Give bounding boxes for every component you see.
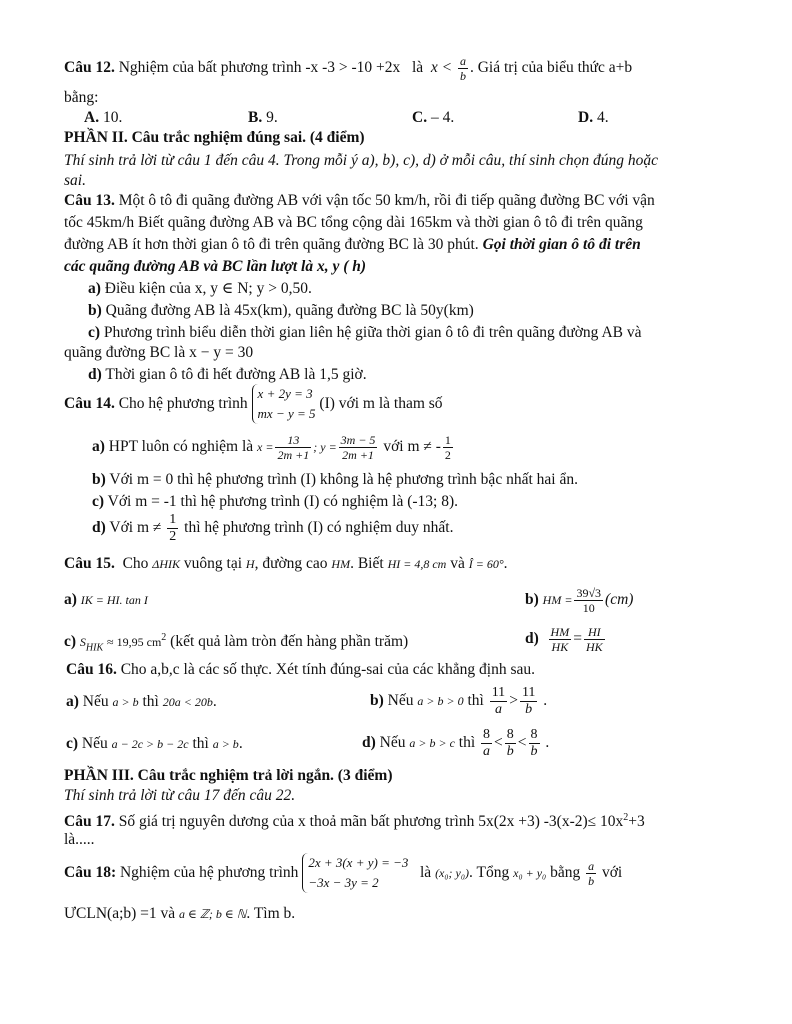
q12-opt-d-label: D.: [578, 109, 594, 126]
q12-fraction: [458, 54, 468, 83]
q13-b: [88, 301, 474, 321]
q15-triangle: ΔHIK: [152, 557, 181, 571]
q16-b-n1: 11: [491, 684, 506, 700]
part3-instruction: Thí sinh trả lời từ câu 17 đến câu 22.: [64, 787, 296, 804]
q14-a-x-num: 13: [275, 433, 311, 448]
q13-c-text-2: quãng đường BC là x − y = 30: [64, 344, 254, 361]
q14-line1: [64, 384, 443, 424]
q12-text-end: . Giá trị của biểu thức a+b: [469, 59, 633, 77]
q16-line1: [66, 660, 535, 680]
q14-a-cond-num: 1: [444, 432, 451, 447]
q14-d-text-a: Với m ≠: [109, 519, 162, 536]
q14-a-x: x =: [257, 440, 274, 454]
q15-altitude: HM: [331, 557, 351, 571]
q15-text-e: và: [450, 555, 465, 572]
q14-a-label: a): [92, 438, 105, 455]
q17-label: Câu 17.: [64, 813, 115, 831]
q12-opt-c-label: C.: [412, 109, 428, 126]
q15-b-unit: (cm): [605, 591, 634, 608]
q14-a-cond-den: 2: [444, 447, 451, 462]
q14-eq2: mx − y = 5: [257, 406, 316, 422]
q12-option-c: [412, 108, 454, 128]
q13-d: [88, 365, 367, 385]
q14-d-label: d): [92, 519, 106, 536]
q16-b-cond: a > b > 0: [417, 694, 464, 708]
q12-opt-c-text: – 4.: [430, 109, 455, 126]
q15-a: [64, 590, 148, 610]
q14-a-y: ; y =: [313, 440, 337, 454]
q18-mid: là: [420, 864, 432, 881]
q13-line4: [64, 257, 366, 277]
q16-b: b) Nếu a > b > 0 thì $\frac{11}{a}$ > $\frac{11}{b}$ .: [370, 684, 548, 717]
q18-label: Câu 18:: [64, 864, 117, 881]
q18-equals: bằng: [550, 864, 581, 881]
q14-b-label: b): [92, 471, 106, 488]
q13-text-3: đường AB ít hơn thời gian ô tô đi trên quãng đường BC là 30 phút.: [64, 236, 479, 253]
q14-a-x-frac: [275, 433, 311, 462]
q16-d-frac2: [505, 727, 516, 760]
q16-a-res: 20a < 20b: [162, 695, 213, 709]
q18-line2-end: . Tìm b.: [246, 905, 296, 922]
q13-text-3-bold: Gọi thời gian ô tô đi trên: [482, 236, 641, 253]
q13-c: [88, 323, 641, 343]
q16-b-d2: b: [525, 701, 533, 717]
q15-c-area: S: [79, 635, 86, 650]
q14-d: [92, 510, 453, 546]
q15-text-b: vuông tại: [183, 555, 243, 572]
q17-line2: là.....: [64, 831, 95, 848]
q14-a-y-num: 3m − 5: [340, 432, 376, 447]
q16-d-d2: b: [506, 743, 514, 759]
q12-line2: bằng:: [64, 89, 99, 106]
q16-d-d1: a: [483, 743, 491, 759]
q13-b-text: Quãng đường AB là 45x(km), quãng đường BC là 50y(km): [105, 302, 474, 319]
q12-option-a: [84, 108, 122, 128]
q15-label: Câu 15.: [64, 555, 115, 572]
q12-text: Nghiệm của bất phương trình -x -3 > -10 +2x: [118, 59, 401, 77]
q15-d: d) $\frac{HM}{HK}$ = $\frac{HI}{HK}$: [525, 624, 603, 654]
q17-tail: +3: [628, 813, 645, 831]
q15-vertex-h: H: [245, 557, 255, 571]
q16-d-frac3: [529, 727, 540, 760]
q14-d-den: 2: [169, 528, 177, 544]
q13-line2: tốc 45km/h Biết quãng đường AB và BC tổng cộng dài 165km và thời gian ô tô đi trên quãng: [64, 214, 643, 231]
q15-b-frac: [574, 586, 603, 615]
q14-a-cond: với m ≠ -: [383, 438, 441, 455]
q16-b-n2: 11: [521, 684, 536, 700]
q16-d-mid: thì: [458, 734, 476, 751]
q14-intro: Cho hệ phương trình: [118, 395, 248, 412]
q18-sets: a ∈ ℤ; b ∈ ℕ: [179, 907, 247, 921]
q16-a-pre: Nếu: [82, 693, 109, 710]
q16-d-n1: 8: [483, 726, 491, 742]
q16-d-label: d): [362, 734, 376, 751]
q15-b-label: b): [525, 591, 539, 608]
q16-b-label: b): [370, 692, 384, 709]
part3-heading: [64, 766, 392, 786]
q13-a-label: a): [88, 280, 101, 297]
q14-system: [252, 384, 316, 424]
q16-c-pre: Nếu: [81, 735, 108, 752]
q13-a-text: Điều kiện của x, y ∈ N; y > 0,50.: [104, 280, 312, 297]
q18-with: với: [601, 864, 623, 881]
q13-b-label: b): [88, 302, 102, 319]
q16-b-d1: a: [494, 701, 502, 717]
q17-line1: Câu 17. Số giá trị nguyên dương của x thoả mãn bất phương trình 5x(2x +3) $-3(x-2)\le 10x^2+3$: [64, 812, 645, 831]
q14-b: [92, 470, 578, 490]
q14-d-text-b: thì hệ phương trình (I) có nghiệm duy nhất.: [184, 519, 454, 536]
q15-c-label: c): [64, 633, 77, 651]
q16-d-n3: 8: [530, 726, 538, 742]
q16-a-cond: a > b: [112, 695, 139, 709]
q13-d-label: d): [88, 366, 102, 383]
q15-a-text: IK = HI. tan I: [80, 593, 148, 607]
q14-a-y-den: 2m +1: [342, 447, 374, 462]
q16-c-label: c): [66, 735, 79, 752]
q12-opt-a-text: 10.: [102, 109, 123, 126]
q16-d-n2: 8: [506, 726, 514, 742]
q18-sum-pre: . Tổng: [469, 864, 510, 881]
q15-c-note: (kết quả làm tròn đến hàng phần trăm): [170, 633, 409, 651]
q15-angle: Î = 60°: [468, 557, 504, 571]
q13-text-1: Một ô tô đi quãng đường AB với vận tốc 50 km/h, rồi đi tiếp quãng đường BC với vận: [118, 192, 655, 209]
q18-intro: Nghiệm của hệ phương trình: [119, 864, 299, 881]
q15-b-pre: HM =: [542, 593, 573, 607]
q17-text: Số giá trị nguyên dương của x thoả mãn bất phương trình 5x(2x +3) -3(x-2)≤ 10x: [118, 813, 624, 831]
q18-sum: x₀ + y₀: [513, 866, 547, 880]
q15-hi: HI = 4,8 cm: [387, 557, 447, 571]
q12-frac-num: a: [459, 54, 466, 68]
q12-frac-den: b: [459, 69, 466, 83]
q12-label: Câu 12.: [64, 59, 115, 77]
q15-d-n2: HI: [584, 625, 605, 640]
part2-instruction-1: Thí sinh trả lời từ câu 1 đến câu 4. Trong mỗi ý a), b), c), d) ở mỗi câu, thí sinh chọn đúng hoặc: [64, 152, 659, 169]
q13-text-4: các quãng đường AB và BC lần lượt là x, y ( h): [64, 258, 367, 275]
q14-a: [92, 430, 455, 464]
q15-c-sub: HIK: [85, 642, 104, 654]
q13-line1: [64, 191, 655, 211]
q18-line2: [64, 904, 295, 924]
q14-a-cond-frac: [443, 433, 453, 462]
q13-c-label: c): [88, 324, 101, 341]
q16-c: c) Nếu a − 2c > b − 2c thì a > b.: [66, 735, 243, 752]
q16-d-frac1: [481, 727, 492, 760]
q15-text-c: , đường cao: [254, 555, 328, 572]
q14-a-y-frac: [339, 433, 378, 462]
q14-c-text: Với m = -1 thì hệ phương trình (I) có nghiệm là (-13; 8).: [107, 493, 459, 510]
q13-c-text-1: Phương trình biểu diễn thời gian liên hệ giữa thời gian ô tô đi trên quãng đường AB và: [103, 324, 642, 341]
q12-option-b: [248, 108, 278, 128]
q18-frac-num: a: [588, 858, 595, 873]
q13-d-text: Thời gian ô tô đi hết đường AB là 1,5 giờ.: [105, 366, 367, 383]
q12-opt-b-label: B.: [248, 109, 263, 126]
q15-d-frac1: [549, 625, 572, 654]
q15-d-d2: HK: [585, 639, 603, 654]
q15-d-label: d): [525, 630, 539, 647]
q12-line1: [64, 54, 632, 83]
q16-d-pre: Nếu: [379, 734, 406, 751]
q14-d-frac: [167, 512, 178, 545]
q18-line2-text: ƯCLN(a;b) =1 và: [64, 905, 176, 922]
q12-opt-a-label: A.: [84, 109, 100, 126]
part2-heading: [64, 128, 365, 148]
q16-c-res: a > b: [212, 737, 239, 751]
q15-line1: [64, 554, 508, 574]
q18-eq2: −3x − 3y = 2: [308, 875, 379, 891]
part2-instruction-2: sai.: [64, 172, 86, 189]
q15-d-frac2: [584, 625, 605, 654]
q14-label: Câu 14.: [64, 395, 115, 412]
q15-text-a: Cho: [122, 555, 149, 572]
q16-label: Câu 16.: [66, 661, 117, 678]
q18-pair: (x₀; y₀): [435, 866, 470, 880]
q14-c: [92, 492, 458, 512]
q15-d-n1: HM: [550, 624, 570, 639]
q16-a-mid: thì: [142, 693, 159, 710]
q12-option-d: [578, 108, 609, 128]
q13-line3: [64, 235, 641, 255]
q16-d-d3: b: [530, 743, 538, 759]
q18-line1: [64, 850, 622, 896]
q12-opt-b-text: 9.: [266, 109, 278, 126]
q15-b-den: 10: [582, 600, 595, 615]
part3-heading-text: PHẦN III. Câu trắc nghiệm trả lời ngắn. (3 điểm): [64, 767, 393, 784]
q15-d-d1: HK: [551, 639, 569, 654]
q12-inequality: x <: [430, 59, 453, 77]
q14-suffix: (I) với m là tham số: [319, 395, 443, 412]
q15-c-value: ≈ 19,95 cm: [107, 635, 162, 650]
part2-heading-text: PHẦN II. Câu trắc nghiệm đúng sai. (4 điểm): [64, 129, 365, 146]
q15-b: [525, 578, 633, 622]
q14-b-text: Với m = 0 thì hệ phương trình (I) không là hệ phương trình bậc nhất hai ẩn.: [109, 471, 578, 488]
q13-label: Câu 13.: [64, 192, 115, 209]
q16-d: d) Nếu a > b > c thì $\frac{8}{a}$ < $\frac{8}{b}$ < $\frac{8}{b}$ .: [362, 726, 550, 759]
q14-c-label: c): [92, 493, 105, 510]
q16-b-pre: Nếu: [387, 692, 414, 709]
q16-text: Cho a,b,c là các số thực. Xét tính đúng-sai của các khẳng định sau.: [120, 661, 535, 678]
q16-b-frac2: [520, 685, 537, 718]
q15-text-d: . Biết: [350, 555, 384, 572]
q14-a-text: HPT luôn có nghiệm là: [108, 438, 254, 455]
q18-system: [302, 853, 408, 893]
q14-a-x-den: 2m +1: [277, 447, 310, 462]
q16-c-cond: a − 2c > b − 2c: [111, 737, 189, 751]
q14-eq1: x + 2y = 3: [257, 386, 313, 402]
q18-frac-den: b: [588, 873, 595, 888]
q15-a-label: a): [64, 591, 77, 608]
q13-a: [88, 279, 312, 299]
q14-d-num: 1: [169, 511, 177, 527]
q15-c: c) $S_{HIK} \approx 19,95$ $cm^2$ (kết quả làm tròn đến hàng phần trăm): [64, 632, 409, 654]
q12-text-la: là: [411, 59, 424, 77]
q12-opt-d-text: 4.: [596, 109, 609, 126]
q16-a: a) Nếu a > b thì 20a < 20b.: [66, 693, 217, 710]
q16-d-cond: a > b > c: [409, 736, 455, 750]
q15-dot: .: [503, 555, 508, 572]
q16-c-mid: thì: [192, 735, 209, 752]
q16-a-label: a): [66, 693, 79, 710]
q16-b-frac1: [490, 685, 507, 718]
q16-b-mid: thì: [467, 692, 484, 709]
q18-frac: [586, 859, 596, 888]
q15-b-num: 39√3: [576, 585, 602, 600]
q18-eq1: 2x + 3(x + y) = −3: [308, 855, 409, 871]
